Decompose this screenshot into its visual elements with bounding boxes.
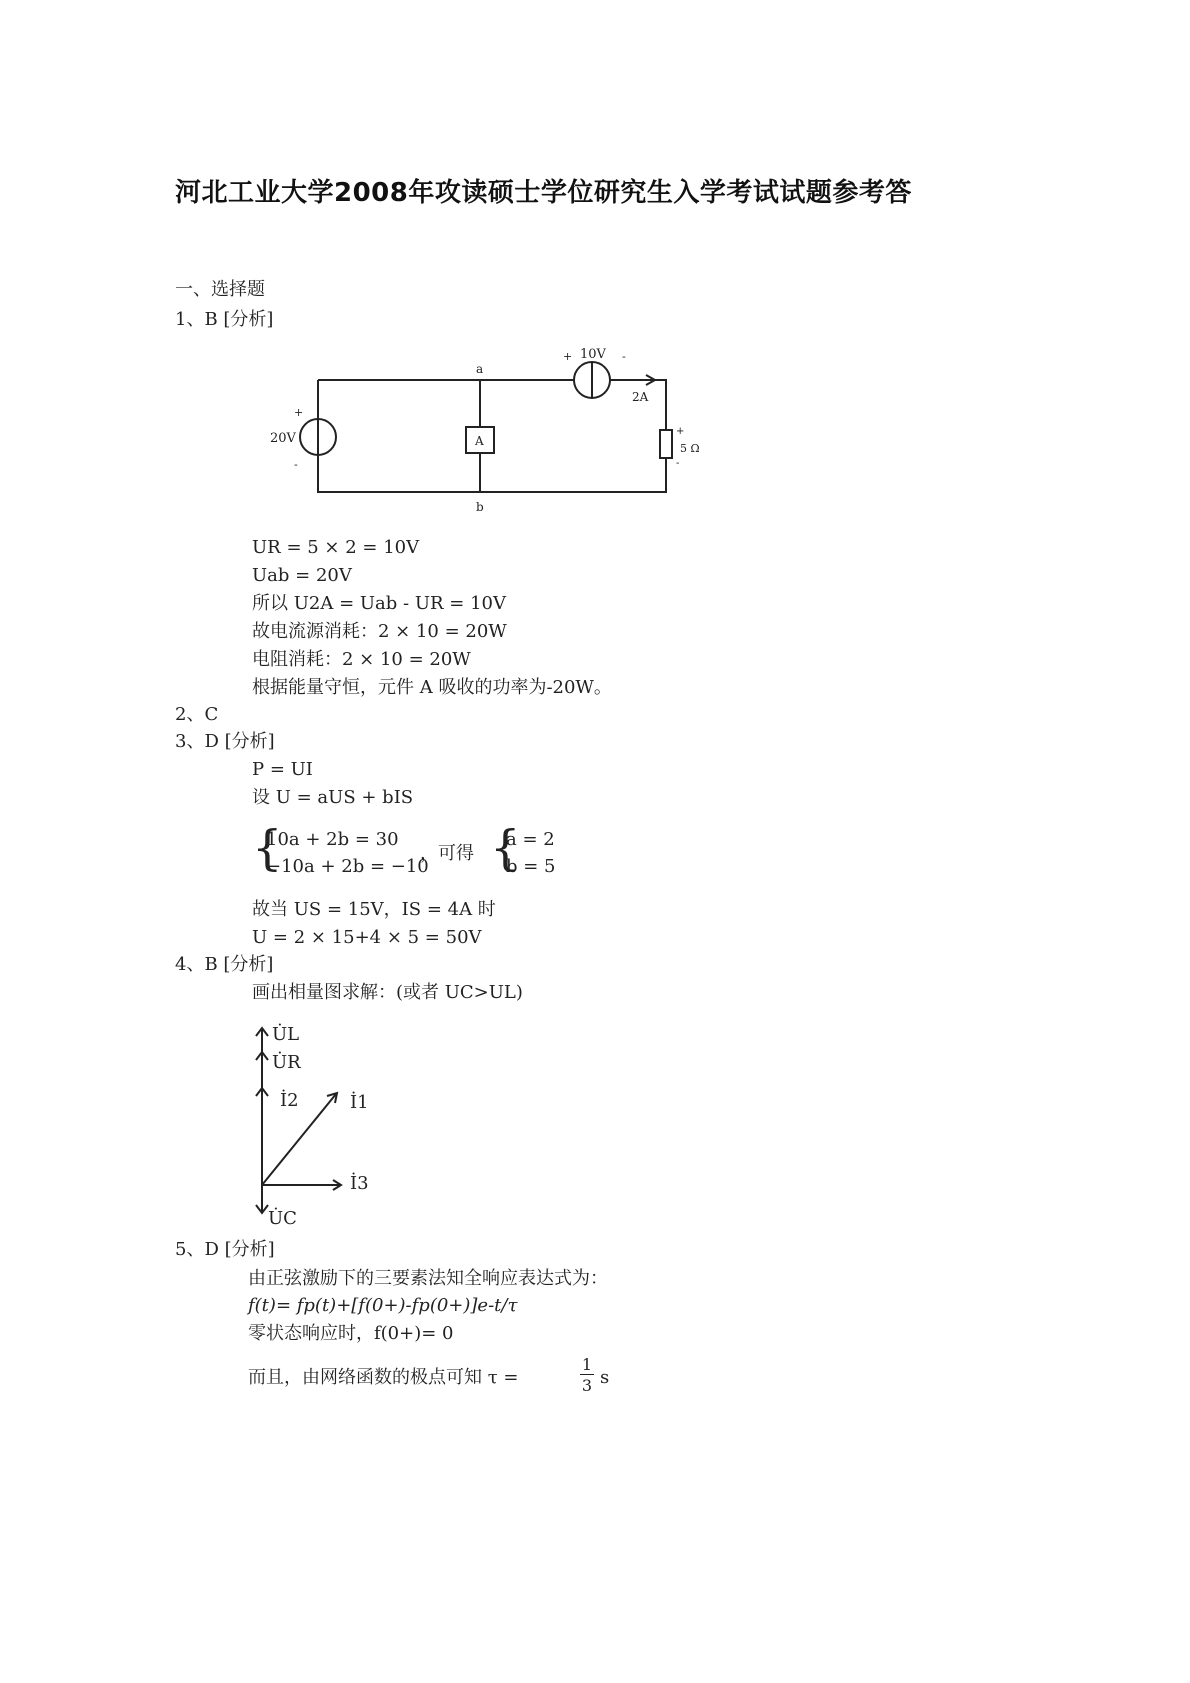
q3-line: U = 2 × 15+4 × 5 = 50V	[252, 927, 482, 948]
q5-line: 由正弦激励下的三要素法知全响应表达式为：	[248, 1268, 608, 1289]
v10-label: 10V	[580, 347, 606, 362]
q4-line: 画出相量图求解：(或者 UC>UL)	[252, 982, 523, 1003]
phasor-i3-label: İ3	[350, 1173, 369, 1194]
resistor-label: 5 Ω	[680, 442, 700, 455]
q5-line: 零状态响应时，f(0+)= 0	[248, 1323, 454, 1344]
minus-sign: -	[622, 350, 626, 363]
minus-sign: -	[294, 458, 298, 471]
brace: {	[252, 820, 283, 876]
minus-sign: -	[676, 458, 680, 469]
phasor-ur-label: U̇R	[272, 1052, 301, 1073]
plus-sign: +	[676, 426, 685, 437]
equation-1: 10a + 2b = 30	[266, 829, 399, 850]
q3-line: P = UI	[252, 759, 313, 780]
fraction-numerator: 1	[581, 1355, 593, 1374]
q2-label: 2、C	[175, 704, 219, 725]
solution-b: b = 5	[506, 856, 556, 877]
q1-line: UR = 5 × 2 = 10V	[252, 537, 420, 558]
voltage-source-20v	[300, 419, 336, 455]
equation-2: −10a + 2b = −10	[266, 856, 429, 877]
current-label: 2A	[632, 390, 649, 404]
phasor-uc-label: U̇C	[268, 1208, 297, 1229]
q5-label: 5、D [分析]	[175, 1239, 275, 1260]
q3-label: 3、D [分析]	[175, 731, 275, 752]
solution-a: a = 2	[506, 829, 555, 850]
v20-label: 20V	[270, 431, 296, 446]
q1-label: 1、B [分析]	[175, 309, 274, 330]
q1-line: 所以 U2A = Uab - UR = 10V	[252, 593, 506, 614]
q1-line: 故电流源消耗：2 × 10 = 20W	[252, 621, 507, 642]
page-title: 河北工业大学2008年攻读硕士学位研究生入学考试试题参考答	[175, 178, 912, 208]
node-b-label: b	[476, 500, 484, 514]
q5-line: 而且，由网络函数的极点可知 τ =	[248, 1367, 519, 1388]
plus-sign: +	[294, 406, 304, 419]
resistor	[660, 430, 672, 458]
equation-connector: ，可得	[420, 843, 474, 864]
phasor-i1-label: İ1	[350, 1092, 369, 1113]
fraction-denominator: 3	[581, 1376, 593, 1395]
plus-sign: +	[563, 350, 573, 363]
unit-label: s	[600, 1367, 610, 1388]
q1-line: 根据能量守恒，元件 A 吸收的功率为-20W。	[252, 677, 612, 698]
q1-line: Uab = 20V	[252, 565, 352, 586]
current-source	[574, 362, 610, 398]
phasor-i2-label: İ2	[280, 1090, 299, 1111]
phasor-ul-label: U̇L	[272, 1024, 300, 1045]
q3-line: 设 U = aUS + bIS	[252, 787, 414, 808]
section-heading: 一、选择题	[175, 279, 265, 300]
q4-label: 4、B [分析]	[175, 954, 274, 975]
q3-line: 故当 US = 15V，IS = 4A 时	[252, 899, 496, 920]
q1-line: 电阻消耗：2 × 10 = 20W	[252, 649, 471, 670]
q5-line: f(t)= fp(t)+[f(0+)-fp(0+)]e-t/τ	[248, 1295, 518, 1316]
node-a-label: a	[476, 362, 484, 376]
element-a-label: A	[475, 434, 484, 448]
brace: {	[490, 820, 521, 876]
